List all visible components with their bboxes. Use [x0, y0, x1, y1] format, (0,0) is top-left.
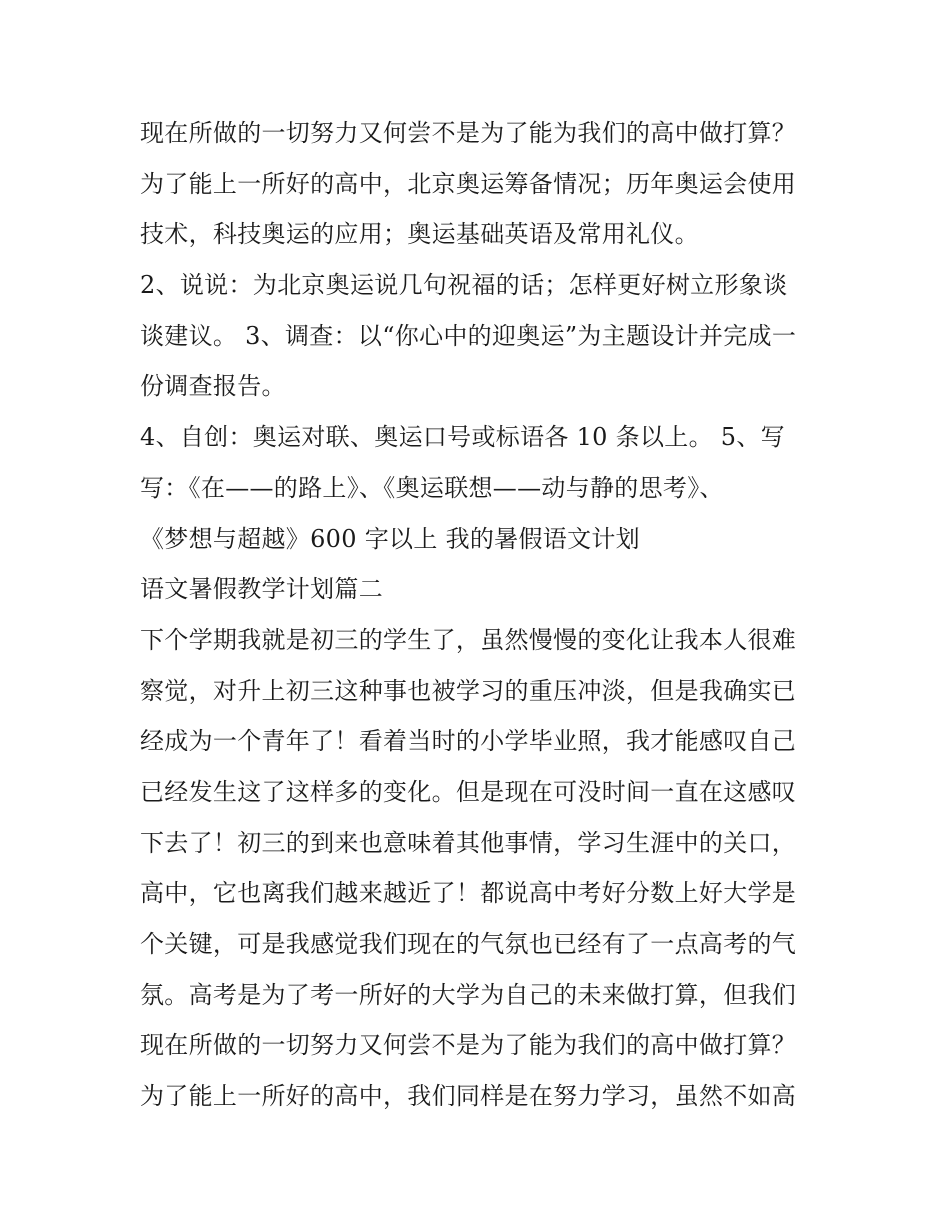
text-line: 下个学期我就是初三的学生了，虽然慢慢的变化让我本人很难 — [140, 625, 797, 654]
text-line: 高中，它也离我们越来越近了！都说高中考好分数上好大学是 — [140, 879, 797, 908]
text-line: 为了能上一所好的高中，我们同样是在努力学习，虽然不如高 — [140, 1082, 797, 1111]
text-line: 下去了！初三的到来也意味着其他事情，学习生涯中的关口， — [140, 828, 797, 857]
section-heading: 语文暑假教学计划篇二 — [140, 575, 383, 604]
text-line: 份调查报告。 — [140, 372, 286, 401]
text-line: 现在所做的一切努力又何尝不是为了能为我们的高中做打算？ — [140, 1031, 797, 1060]
text-line: 《梦想与超越》600 字以上 我的暑假语文计划 — [140, 524, 640, 553]
text-line: 2、说说：为北京奥运说几句祝福的话；怎样更好树立形象谈 — [140, 271, 788, 300]
text-line: 经成为一个青年了！看着当时的小学毕业照，我才能感叹自己 — [140, 727, 797, 756]
body-text — [140, 108, 820, 1122]
text-line: 个关键，可是我感觉我们现在的气氛也已经有了一点高考的气 — [140, 930, 797, 958]
text-line: 为了能上一所好的高中，北京奥运筹备情况；历年奥运会使用 — [140, 169, 797, 198]
text-line: 4、自创：奥运对联、奥运口号或标语各 10 条以上。 5、写 — [140, 423, 785, 452]
text-line: 氛。高考是为了考一所好的大学为自己的未来做打算，但我们 — [140, 980, 797, 1009]
text-line: 现在所做的一切努力又何尝不是为了能为我们的高中做打算？ — [140, 119, 797, 147]
text-line: 谈建议。 3、调查：以“你心中的迎奥运”为主题设计并完成一 — [140, 321, 797, 350]
text-line: 已经发生这了这样多的变化。但是现在可没时间一直在这感叹 — [140, 777, 797, 806]
text-line: 察觉，对升上初三这种事也被学习的重压冲淡，但是我确实已 — [140, 676, 797, 705]
text-line: 技术，科技奥运的应用；奥运基础英语及常用礼仪。 — [140, 220, 699, 249]
text-line: 写：《在——的路上》、《奥运联想——动与静的思考》、 — [140, 473, 724, 502]
